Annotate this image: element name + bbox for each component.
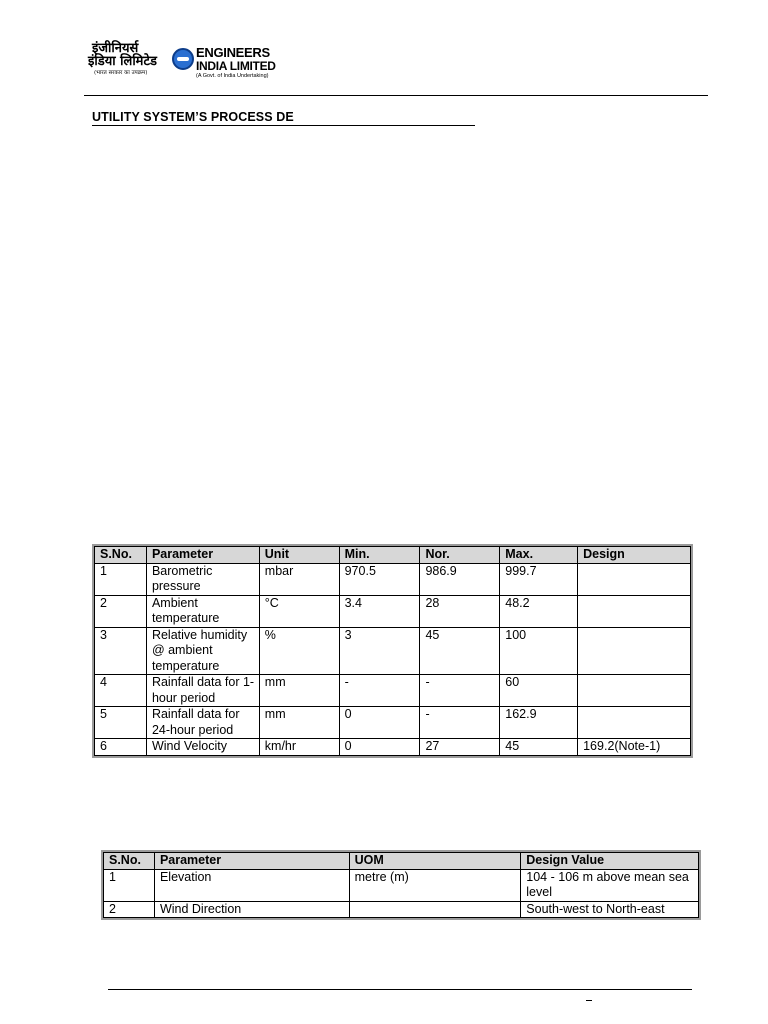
logo-hindi-line2: इंडिया लिमिटेड xyxy=(88,54,157,69)
site-conditions-table xyxy=(94,546,691,756)
table-row xyxy=(95,707,691,739)
table-row xyxy=(95,627,691,675)
footer-mark xyxy=(586,1000,592,1001)
table-cell: 169.2(Note-1) xyxy=(578,739,691,756)
table-cell: South-west to North-east xyxy=(521,901,699,918)
table-cell: Wind Velocity xyxy=(146,739,259,756)
table-cell: % xyxy=(259,627,339,675)
table-cell: mm xyxy=(259,675,339,707)
table-cell: 1 xyxy=(104,869,155,901)
table-cell: Elevation xyxy=(154,869,349,901)
table-cell: metre (m) xyxy=(349,869,521,901)
logo-hindi-line1: इंजीनियर्स xyxy=(92,41,139,56)
table-cell: 100 xyxy=(500,627,578,675)
table-row xyxy=(104,901,699,918)
table-cell: 28 xyxy=(420,595,500,627)
table-cell: 1 xyxy=(95,563,147,595)
table-row xyxy=(104,869,699,901)
table-cell: Barometric pressure xyxy=(146,563,259,595)
table-cell: - xyxy=(339,675,420,707)
table-cell: 6 xyxy=(95,739,147,756)
table-cell: 104 - 106 m above mean sea level xyxy=(521,869,699,901)
column-header: Nor. xyxy=(420,547,500,564)
table-cell xyxy=(578,563,691,595)
table-cell: 986.9 xyxy=(420,563,500,595)
table-cell xyxy=(578,595,691,627)
table-cell xyxy=(578,707,691,739)
logo-english-line2: INDIA LIMITED xyxy=(196,59,276,73)
table-cell: 60 xyxy=(500,675,578,707)
table-cell: 3 xyxy=(95,627,147,675)
column-header: Design xyxy=(578,547,691,564)
table-cell: Wind Direction xyxy=(154,901,349,918)
table-cell: 0 xyxy=(339,707,420,739)
table-cell: 48.2 xyxy=(500,595,578,627)
table-cell: 27 xyxy=(420,739,500,756)
table-header-row xyxy=(95,547,691,564)
table-cell: 45 xyxy=(420,627,500,675)
site-data-table xyxy=(103,852,699,918)
heading-underline xyxy=(92,125,475,126)
logo-english-line3: (A Govt. of India Undertaking) xyxy=(196,73,269,79)
page-heading: UTILITY SYSTEM’S PROCESS DE xyxy=(92,110,294,124)
column-header: S.No. xyxy=(104,853,155,870)
table-cell: 2 xyxy=(104,901,155,918)
table-cell: km/hr xyxy=(259,739,339,756)
column-header: Unit xyxy=(259,547,339,564)
column-header: Max. xyxy=(500,547,578,564)
table-cell: Ambient temperature xyxy=(146,595,259,627)
table-cell: 0 xyxy=(339,739,420,756)
table-cell: °C xyxy=(259,595,339,627)
table-cell: Rainfall data for 24-hour period xyxy=(146,707,259,739)
column-header: S.No. xyxy=(95,547,147,564)
table-cell: 970.5 xyxy=(339,563,420,595)
company-logo xyxy=(88,42,288,80)
table-cell: 45 xyxy=(500,739,578,756)
column-header: Design Value xyxy=(521,853,699,870)
logo-hindi-line3: (भारत सरकार का उपक्रम) xyxy=(94,70,148,76)
logo-hindi-text xyxy=(88,42,174,78)
table-cell: - xyxy=(420,675,500,707)
table-cell xyxy=(578,675,691,707)
table-cell: 999.7 xyxy=(500,563,578,595)
column-header: UOM xyxy=(349,853,521,870)
logo-english-text xyxy=(196,46,276,80)
logo-emblem-icon xyxy=(172,48,194,70)
column-header: Parameter xyxy=(146,547,259,564)
table-cell: 162.9 xyxy=(500,707,578,739)
table-cell: 5 xyxy=(95,707,147,739)
footer-divider xyxy=(108,989,692,990)
table-row xyxy=(95,563,691,595)
logo-english-line1: ENGINEERS xyxy=(196,45,270,60)
table-row xyxy=(95,739,691,756)
table-cell: - xyxy=(420,707,500,739)
table-cell: 3.4 xyxy=(339,595,420,627)
table-cell: Relative humidity @ ambient temperature xyxy=(146,627,259,675)
table-cell: mbar xyxy=(259,563,339,595)
table-header-row xyxy=(104,853,699,870)
table-cell: 2 xyxy=(95,595,147,627)
table-cell: 4 xyxy=(95,675,147,707)
column-header: Parameter xyxy=(154,853,349,870)
table-row xyxy=(95,675,691,707)
table-cell: 3 xyxy=(339,627,420,675)
table-cell xyxy=(349,901,521,918)
table-cell: Rainfall data for 1-hour period xyxy=(146,675,259,707)
header-divider xyxy=(84,95,708,96)
table-row xyxy=(95,595,691,627)
column-header: Min. xyxy=(339,547,420,564)
table-cell: mm xyxy=(259,707,339,739)
table-cell xyxy=(578,627,691,675)
